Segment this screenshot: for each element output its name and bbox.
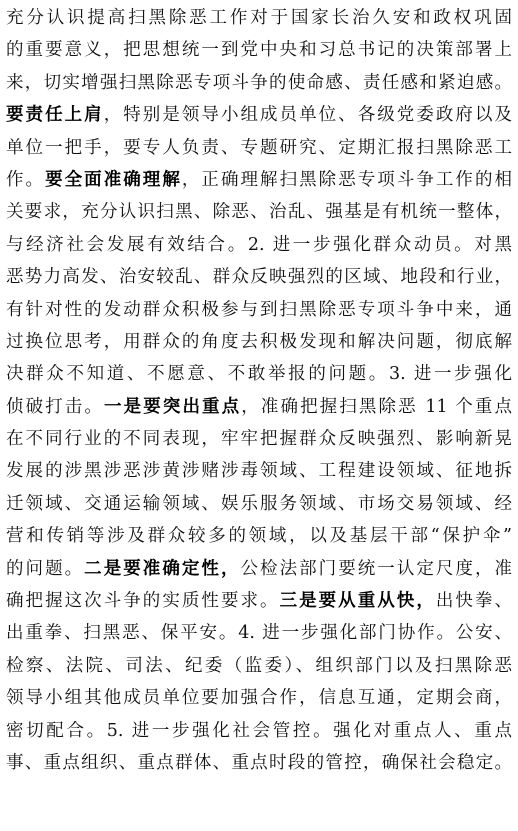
text-line (6, 682, 512, 714)
text-line (6, 99, 512, 131)
text-line (6, 261, 512, 293)
text-line (6, 488, 512, 520)
text-run: ，正确理解扫黑除恶专项斗争工作的相 (181, 169, 513, 190)
text-line (6, 650, 512, 682)
text-run: 决群众不知道、不愿意、不敢举报的问题。3. 进一步强化 (6, 364, 512, 385)
text-run: 公检法部门要统一认定尺度，准 (240, 558, 513, 579)
bold-emphasis-text: 要责任上肩 (6, 105, 104, 126)
text-line (6, 585, 512, 617)
text-run: 关要求，充分认识扫黑、除恶、治乱、强基是有机统一整体， (6, 202, 512, 223)
text-run: 发展的涉黑涉恶涉黄涉赌涉毒领域、工程建设领域、征地拆 (6, 461, 512, 482)
text-run: 来，切实增强扫黑除恶专项斗争的使命感、责任感和紧迫感。 (6, 72, 512, 93)
text-line (6, 2, 512, 34)
bold-emphasis-text: 二是要准确定性， (84, 558, 241, 579)
text-run: 过换位思考，用群众的角度去积极发现和解决问题，彻底解 (6, 331, 512, 352)
text-run: 确把握这次斗争的实质性要求。 (6, 591, 280, 612)
text-line (6, 391, 512, 423)
text-line (6, 715, 512, 747)
text-run: 出快拳、 (435, 591, 513, 612)
text-run: 与经济社会发展有效结合。2. 进一步强化群众动员。对黑 (6, 234, 512, 255)
text-run: 事、重点组织、重点群体、重点时段的管控，确保社会稳定。 (6, 752, 512, 773)
text-line (6, 747, 512, 779)
text-run: 营和传销等涉及群众较多的领域，以及基层干部“保护伞” (6, 526, 512, 547)
text-line (6, 164, 512, 196)
text-line (6, 294, 512, 326)
text-run: 侦破打击。 (6, 396, 105, 417)
bold-emphasis-text: 一是要突出重点 (104, 396, 242, 417)
text-line (6, 132, 512, 164)
text-line (6, 358, 512, 390)
text-run: ，准确把握扫黑除恶 11 个重点 (241, 396, 513, 417)
text-run: 有针对性的发动群众积极参与到扫黑除恶专项斗争中来，通 (6, 299, 512, 320)
text-run: 出重拳、扫黑恶、保平安。4. 进一步强化部门协作。公安、 (6, 623, 512, 644)
text-run: 恶势力高发、治安较乱、群众反映强烈的区域、地段和行业， (6, 267, 512, 288)
text-run: 充分认识提高扫黑除恶工作对于国家长治久安和政权巩固 (6, 8, 512, 28)
text-line (6, 520, 512, 552)
text-line (6, 423, 512, 455)
bold-emphasis-text: 要全面准确理解 (45, 169, 182, 190)
text-run: 密切配合。5. 进一步强化社会管控。强化对重点人、重点 (6, 720, 512, 741)
text-run: 的问题。 (6, 558, 85, 579)
text-line (6, 326, 512, 358)
text-line (6, 553, 512, 585)
bold-emphasis-text: 三是要从重从快， (279, 591, 436, 612)
text-run: 作。 (6, 169, 46, 190)
text-run: 迁领域、交通运输领域、娱乐服务领域、市场交易领域、经 (6, 493, 512, 514)
text-run: 检察、法院、司法、纪委（监委）、组织部门以及扫黑除恶 (6, 655, 512, 676)
text-line (6, 196, 512, 228)
text-line (6, 617, 512, 649)
body-text (6, 2, 512, 779)
text-run: 领导小组其他成员单位要加强合作，信息互通，定期会商， (6, 688, 512, 709)
text-run: 在不同行业的不同表现，牢牢把握群众反映强烈、影响新晃 (6, 429, 512, 450)
text-run: 的重要意义，把思想统一到党中央和习总书记的决策部署上 (6, 40, 512, 61)
text-line (6, 455, 512, 487)
text-line (6, 229, 512, 261)
text-run: ，特别是领导小组成员单位、各级党委政府以及 (103, 105, 513, 126)
text-run: 单位一把手，要专人负责、专题研究、定期汇报扫黑除恶工 (6, 137, 512, 158)
text-line (6, 34, 512, 66)
text-line (6, 67, 512, 99)
